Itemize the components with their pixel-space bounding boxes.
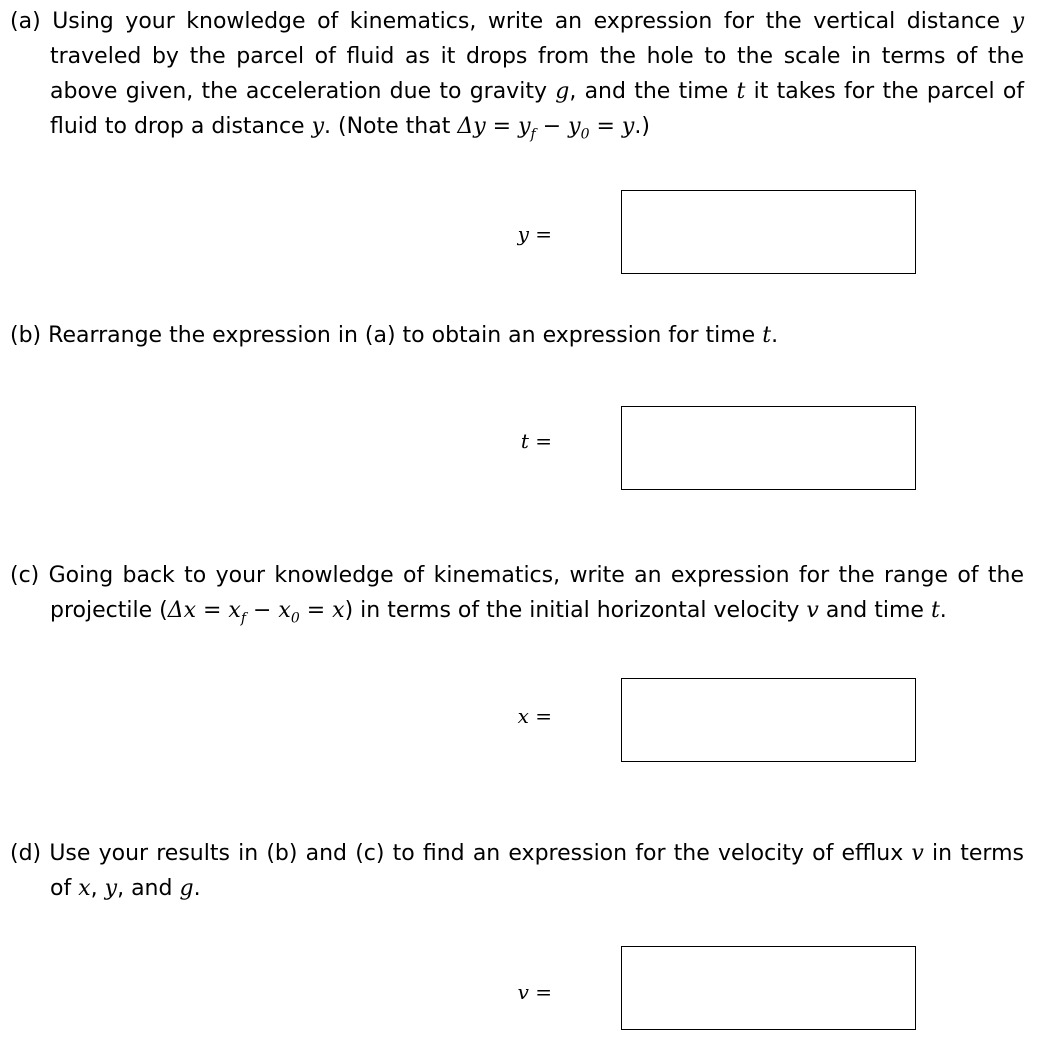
question-a-text-2: traveled by the parcel of fluid as it drops from the hole to the scale in terms of the above given, the acceleration due to gravity — [50, 44, 1024, 104]
question-d-text-2: in terms of — [50, 841, 1024, 901]
question-b-text-1: Rearrange the expression in (a) to obtain an expression for time — [48, 323, 756, 348]
question-c-label: (c) — [10, 563, 40, 588]
question-d-text-1: Use your results in (b) and (c) to find an expression for the velocity of efflux — [49, 841, 904, 866]
var-y-2: y — [311, 114, 325, 139]
question-a-text-5: . (Note that — [324, 114, 451, 139]
answer-c-label: x = — [517, 704, 552, 728]
var-y: y — [104, 876, 118, 901]
var-t: t — [736, 79, 746, 104]
question-a — [10, 4, 1024, 144]
question-a-text-4: it takes for the parcel of fluid to drop a distance — [50, 79, 1025, 139]
question-b-text: (b) Rearrange the expression in (a) to obtain an expression for time t. — [10, 323, 779, 348]
question-a-text-6: .) — [634, 114, 650, 139]
answer-d-label: v = — [517, 980, 552, 1004]
question-c-text-1: Going back to your knowledge of kinematics, write an expression for the range of the projectile ( — [48, 563, 1024, 623]
var-t: t — [762, 323, 772, 348]
var-v: v — [806, 598, 819, 623]
question-c — [10, 558, 1024, 628]
var-v: v — [911, 841, 924, 866]
answer-a-input[interactable] — [621, 190, 916, 274]
question-c-text-3: and time — [825, 598, 924, 623]
question-d-text: (d) Use your results in (b) and (c) to find an expression for the velocity of efflux v in terms of x, y, and g. — [10, 841, 1024, 901]
delta-x-equation: $\Delta x = x_f - x_0 = x$ — [167, 598, 345, 627]
answer-b-input[interactable] — [621, 406, 916, 490]
answer-c-input[interactable] — [621, 678, 916, 762]
var-g: g — [555, 79, 570, 104]
question-a-text-3: , and the time — [569, 79, 729, 104]
question-d — [10, 836, 1024, 906]
question-a-text — [10, 4, 1024, 144]
delta-y-equation: $\Delta y = y_f - y_0 = y$ — [457, 114, 635, 143]
answer-a-label: y = — [517, 222, 552, 246]
answer-b-label: t = — [520, 429, 552, 453]
var-x: x — [78, 876, 91, 901]
question-a-label: (a) — [10, 9, 41, 34]
var-t: t — [930, 598, 940, 623]
question-b-label: (b) — [10, 323, 42, 348]
answer-d-input[interactable] — [621, 946, 916, 1030]
question-c-text-2: ) in terms of the initial horizontal velocity — [344, 598, 800, 623]
var-g: g — [179, 876, 194, 901]
question-c-text: (c) Going back to your knowledge of kinematics, write an expression for the range of the projectile $(\Delta x = x_f - x_0 = x)$ in terms of the initial horizontal velocity v and time t. — [10, 563, 1024, 627]
question-b — [10, 318, 1024, 353]
question-d-label: (d) — [10, 841, 42, 866]
question-d-text-3: , and — [117, 876, 173, 901]
question-a-text-1: Using your knowledge of kinematics, write an expression for the vertical distance — [52, 9, 1001, 34]
var-y: y — [1011, 9, 1024, 34]
